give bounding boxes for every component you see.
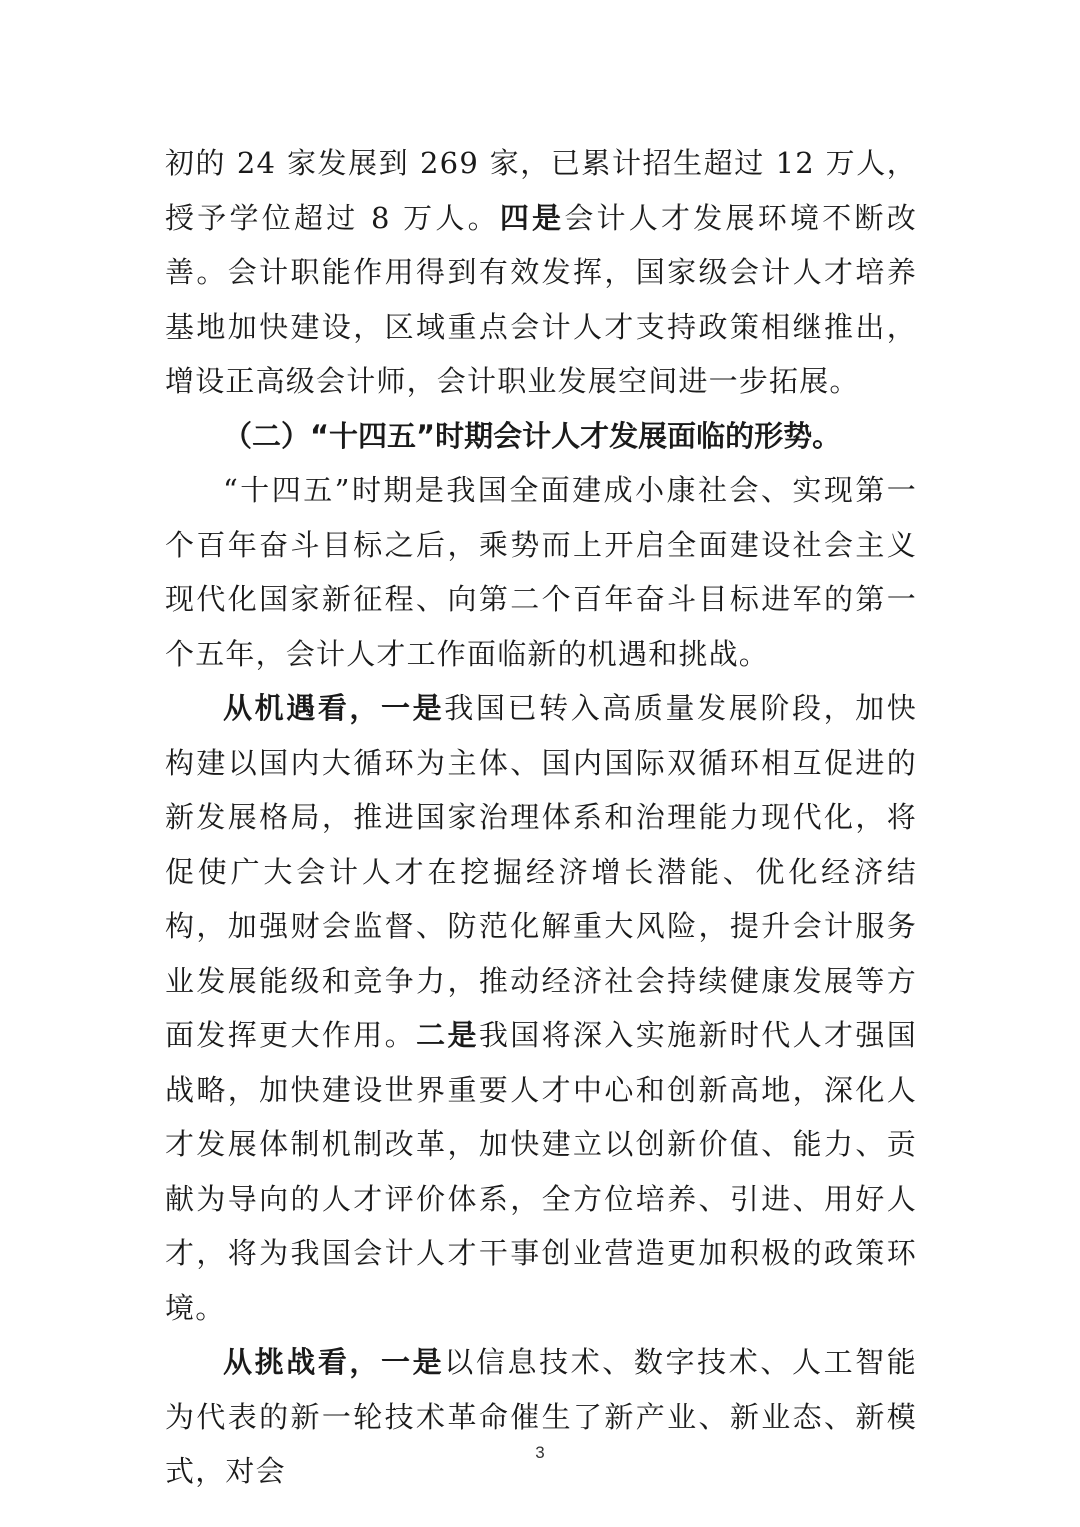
page-number: 3 xyxy=(535,1443,545,1462)
paragraph-challenges xyxy=(165,1335,917,1499)
paragraph-bold-lead: 四是 xyxy=(499,200,565,235)
section-heading: （二）“十四五”时期会计人才发展面临的形势。 xyxy=(223,418,842,453)
paragraph-opportunities xyxy=(165,681,917,1335)
paragraph-text: 初的 24 家发展到 269 家，已累计招生超过 12 万人，授予学位超过 8 万人。 xyxy=(165,146,917,235)
paragraph-continuation xyxy=(165,136,917,409)
paragraph-text: 我国已转入高质量发展阶段，加快构建以国内大循环为主体、国内国际双循环相互促进的新发展格局，推进国家治理体系和治理能力现代化，将促使广大会计人才在挖掘经济增长潜能、优化经济结构，加强财会监督、防范化解重大风险，提升会计服务业发展能级和竞争力，推动经济社会持续健康发展等方面发挥更大作用。 xyxy=(165,691,917,1052)
paragraph-bold-lead: 从机遇看，一是 xyxy=(223,691,445,725)
document-body xyxy=(165,136,917,1499)
paragraph-bold-lead: 二是 xyxy=(416,1018,479,1052)
paragraph-text: 会计人才发展环境不断改善。会计职能作用得到有效发挥，国家级会计人才培养基地加快建设，区域重点会计人才支持政策相继推出，增设正高级会计师，会计职业发展空间进一步拓展。 xyxy=(165,200,917,398)
paragraph-text: 我国将深入实施新时代人才强国战略，加快建设世界重要人才中心和创新高地，深化人才发展体制机制改革，加快建立以创新价值、能力、贡献为导向的人才评价体系，全方位培养、引进、用好人才，将为我国会计人才干事创业营造更加积极的政策环境。 xyxy=(165,1018,917,1325)
paragraph-situation: “十四五”时期是我国全面建成小康社会、实现第一个百年奋斗目标之后，乘势而上开启全面建设社会主义现代化国家新征程、向第二个百年奋斗目标进军的第一个五年，会计人才工作面临新的机遇和挑战。 xyxy=(165,473,917,671)
paragraph-text: 以信息技术、数字技术、人工智能为代表的新一轮技术革命催生了新产业、新业态、新模式，对会 xyxy=(165,1345,917,1488)
paragraph-bold-lead: 从挑战看，一是 xyxy=(223,1345,445,1379)
